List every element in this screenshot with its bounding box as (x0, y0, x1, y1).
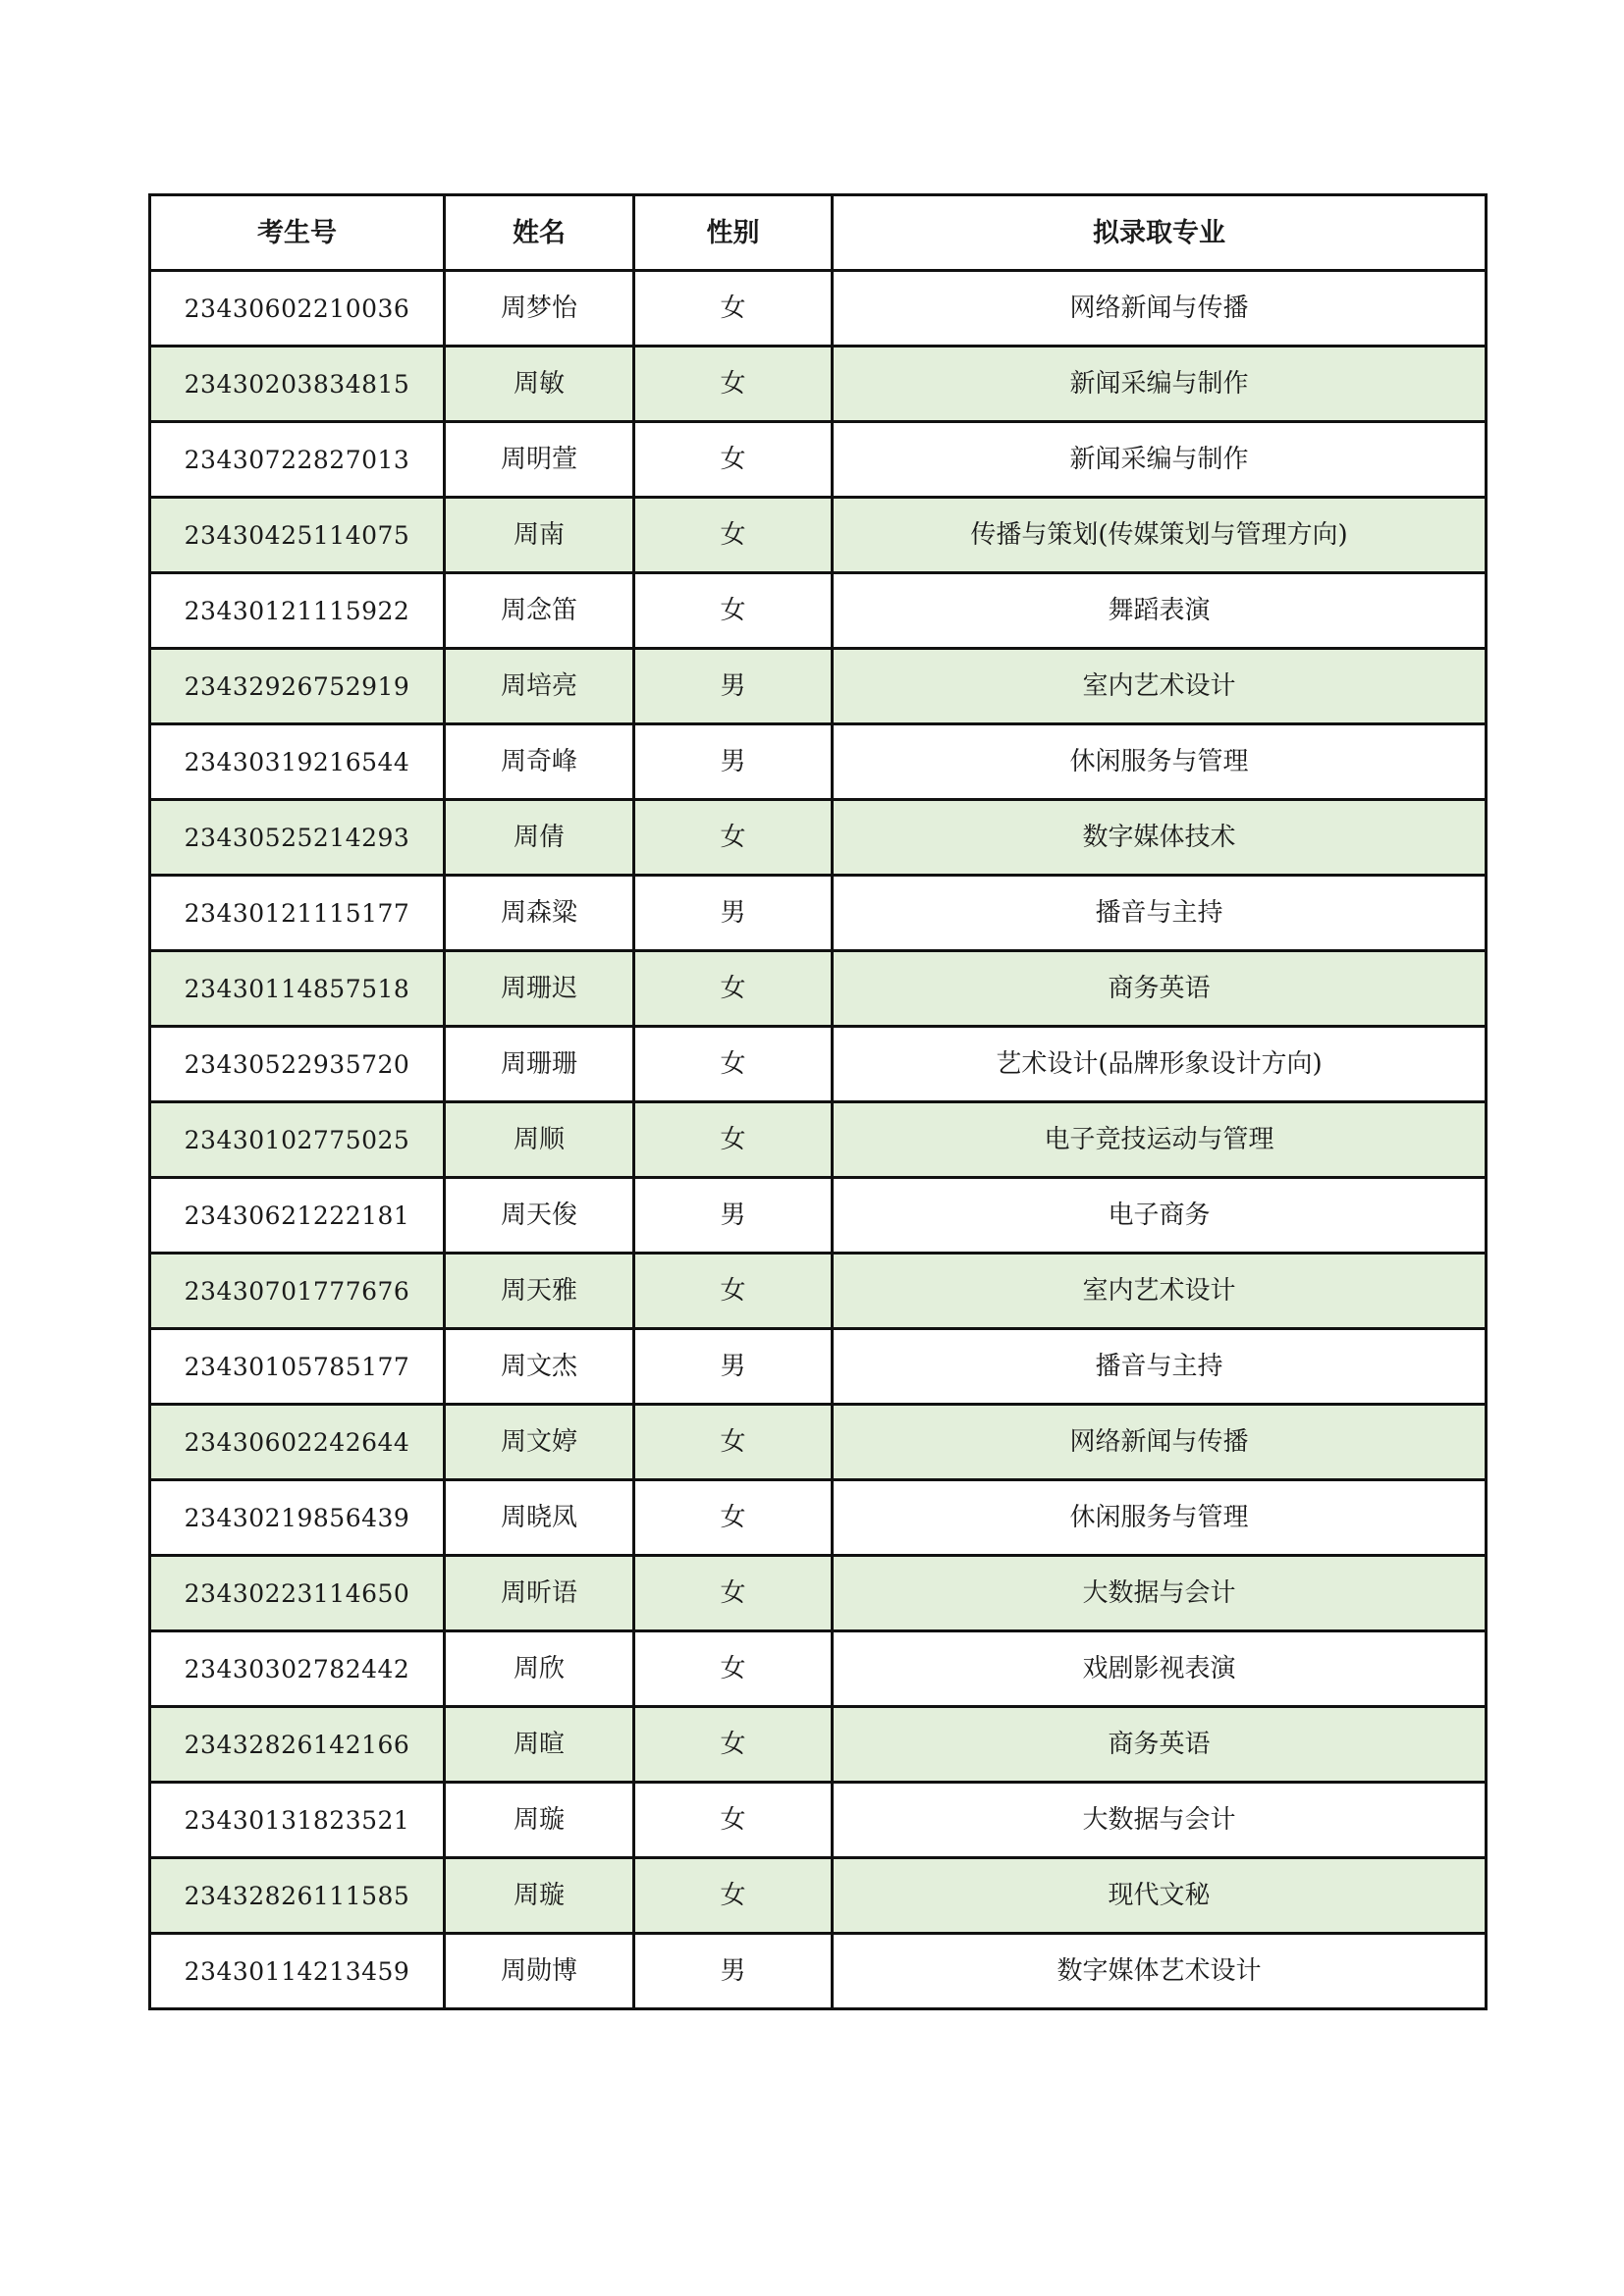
cell-name: 周天雅 (445, 1254, 634, 1329)
cell-gender: 女 (634, 951, 833, 1027)
table-row (150, 1102, 1487, 1178)
cell-major: 现代文秘 (833, 1858, 1487, 1934)
cell-exam-id: 23430121115922 (150, 573, 445, 649)
cell-major: 电子竞技运动与管理 (833, 1102, 1487, 1178)
cell-name: 周欣 (445, 1631, 634, 1707)
cell-name: 周暄 (445, 1707, 634, 1783)
table-row (150, 1934, 1487, 2009)
cell-exam-id: 23430722827013 (150, 422, 445, 498)
cell-exam-id: 23430319216544 (150, 724, 445, 800)
cell-major: 新闻采编与制作 (833, 422, 1487, 498)
cell-major: 电子商务 (833, 1178, 1487, 1254)
header-gender: 性别 (634, 195, 833, 271)
cell-name: 周南 (445, 498, 634, 573)
cell-name: 周珊迟 (445, 951, 634, 1027)
cell-name: 周森粱 (445, 876, 634, 951)
table-row (150, 422, 1487, 498)
cell-exam-id: 23430121115177 (150, 876, 445, 951)
cell-gender: 男 (634, 1329, 833, 1405)
cell-major: 新闻采编与制作 (833, 347, 1487, 422)
cell-gender: 男 (634, 1178, 833, 1254)
cell-major: 传播与策划(传媒策划与管理方向) (833, 498, 1487, 573)
cell-gender: 女 (634, 800, 833, 876)
cell-gender: 男 (634, 1934, 833, 2009)
cell-major: 商务英语 (833, 951, 1487, 1027)
cell-exam-id: 23430602242644 (150, 1405, 445, 1480)
cell-major: 商务英语 (833, 1707, 1487, 1783)
cell-name: 周梦怡 (445, 271, 634, 347)
table-row (150, 498, 1487, 573)
cell-exam-id: 23430525214293 (150, 800, 445, 876)
cell-gender: 男 (634, 649, 833, 724)
cell-gender: 女 (634, 1556, 833, 1631)
cell-name: 周昕语 (445, 1556, 634, 1631)
cell-major: 艺术设计(品牌形象设计方向) (833, 1027, 1487, 1102)
cell-exam-id: 23432926752919 (150, 649, 445, 724)
table-row (150, 951, 1487, 1027)
cell-exam-id: 23430102775025 (150, 1102, 445, 1178)
cell-name: 周文婷 (445, 1405, 634, 1480)
table-header-row (150, 195, 1487, 271)
cell-exam-id: 23430105785177 (150, 1329, 445, 1405)
cell-name: 周勋博 (445, 1934, 634, 2009)
table-row (150, 1178, 1487, 1254)
table-row (150, 876, 1487, 951)
table-row (150, 1027, 1487, 1102)
cell-gender: 女 (634, 1783, 833, 1858)
header-exam-id: 考生号 (150, 195, 445, 271)
cell-gender: 男 (634, 876, 833, 951)
cell-gender: 男 (634, 724, 833, 800)
cell-name: 周顺 (445, 1102, 634, 1178)
cell-major: 网络新闻与传播 (833, 271, 1487, 347)
cell-gender: 女 (634, 1631, 833, 1707)
cell-name: 周明萱 (445, 422, 634, 498)
cell-gender: 女 (634, 1707, 833, 1783)
table-row (150, 1405, 1487, 1480)
cell-major: 播音与主持 (833, 876, 1487, 951)
table-row (150, 573, 1487, 649)
cell-gender: 女 (634, 498, 833, 573)
cell-gender: 女 (634, 1858, 833, 1934)
cell-exam-id: 23430602210036 (150, 271, 445, 347)
cell-name: 周璇 (445, 1858, 634, 1934)
cell-exam-id: 23430219856439 (150, 1480, 445, 1556)
table-row (150, 1254, 1487, 1329)
cell-major: 休闲服务与管理 (833, 1480, 1487, 1556)
header-name: 姓名 (445, 195, 634, 271)
cell-name: 周天俊 (445, 1178, 634, 1254)
cell-gender: 女 (634, 1102, 833, 1178)
cell-major: 数字媒体艺术设计 (833, 1934, 1487, 2009)
cell-major: 室内艺术设计 (833, 1254, 1487, 1329)
table-row (150, 271, 1487, 347)
cell-major: 大数据与会计 (833, 1783, 1487, 1858)
cell-gender: 女 (634, 1405, 833, 1480)
cell-exam-id: 23430114857518 (150, 951, 445, 1027)
table-row (150, 649, 1487, 724)
cell-exam-id: 23430223114650 (150, 1556, 445, 1631)
cell-exam-id: 23430425114075 (150, 498, 445, 573)
cell-exam-id: 23430621222181 (150, 1178, 445, 1254)
cell-exam-id: 23432826142166 (150, 1707, 445, 1783)
cell-name: 周培亮 (445, 649, 634, 724)
table-row (150, 1631, 1487, 1707)
cell-gender: 女 (634, 573, 833, 649)
header-major: 拟录取专业 (833, 195, 1487, 271)
cell-major: 网络新闻与传播 (833, 1405, 1487, 1480)
cell-name: 周倩 (445, 800, 634, 876)
cell-major: 休闲服务与管理 (833, 724, 1487, 800)
cell-name: 周奇峰 (445, 724, 634, 800)
cell-name: 周晓凤 (445, 1480, 634, 1556)
cell-major: 播音与主持 (833, 1329, 1487, 1405)
table-row (150, 347, 1487, 422)
cell-exam-id: 23432826111585 (150, 1858, 445, 1934)
cell-gender: 女 (634, 1480, 833, 1556)
table-row (150, 1329, 1487, 1405)
cell-exam-id: 23430522935720 (150, 1027, 445, 1102)
cell-name: 周敏 (445, 347, 634, 422)
cell-name: 周文杰 (445, 1329, 634, 1405)
cell-exam-id: 23430302782442 (150, 1631, 445, 1707)
cell-gender: 女 (634, 1254, 833, 1329)
table-row (150, 724, 1487, 800)
cell-name: 周璇 (445, 1783, 634, 1858)
cell-name: 周念笛 (445, 573, 634, 649)
cell-gender: 女 (634, 1027, 833, 1102)
cell-major: 大数据与会计 (833, 1556, 1487, 1631)
table-row (150, 1783, 1487, 1858)
cell-major: 舞蹈表演 (833, 573, 1487, 649)
table-row (150, 1858, 1487, 1934)
cell-exam-id: 23430114213459 (150, 1934, 445, 2009)
cell-gender: 女 (634, 271, 833, 347)
cell-exam-id: 23430203834815 (150, 347, 445, 422)
table-row (150, 1480, 1487, 1556)
table-row (150, 800, 1487, 876)
table-row (150, 1707, 1487, 1783)
cell-exam-id: 23430131823521 (150, 1783, 445, 1858)
cell-major: 数字媒体技术 (833, 800, 1487, 876)
cell-gender: 女 (634, 422, 833, 498)
table-body (150, 271, 1487, 2009)
cell-major: 戏剧影视表演 (833, 1631, 1487, 1707)
cell-gender: 女 (634, 347, 833, 422)
admission-table (148, 193, 1488, 2010)
table-row (150, 1556, 1487, 1631)
cell-exam-id: 23430701777676 (150, 1254, 445, 1329)
cell-name: 周珊珊 (445, 1027, 634, 1102)
cell-major: 室内艺术设计 (833, 649, 1487, 724)
